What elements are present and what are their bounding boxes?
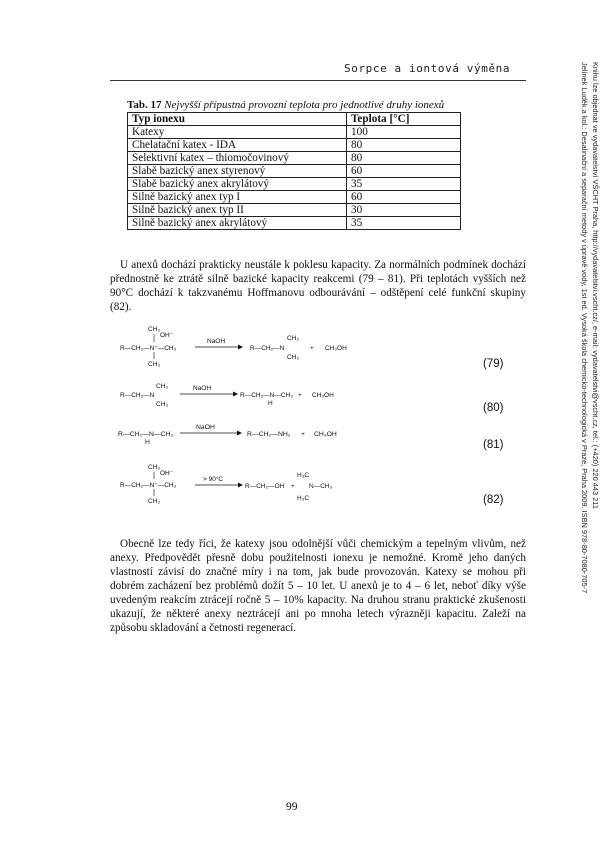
svg-text:CH₃: CH₃ [287, 354, 300, 361]
eq80-reagent: NaOH [193, 385, 212, 392]
eq79-reagent: NaOH [207, 338, 226, 345]
svg-text:R—CH₂—N⁺—CH₃: R—CH₂—N⁺—CH₃ [120, 482, 177, 489]
svg-text:R—CH₂—N: R—CH₂—N [250, 345, 285, 352]
svg-text:CH₃: CH₃ [148, 361, 161, 368]
svg-text:CH₃: CH₃ [287, 335, 300, 342]
col-header-temp: Teplota [°C] [347, 113, 461, 126]
running-header: Sorpce a iontová výměna [344, 62, 511, 75]
eq81-number: (81) [483, 439, 504, 451]
paragraph-2-text: Obecně lze tedy říci, že katexy jsou odolnější vůči chemickým a tepelným vlivům, než anexy. Předpovědět přesně dobu použitelnosti ionexu je nemožné. Kromě jeho daných vlastností závisí do značné míry i na tom, jak bude provozován. Katexy se mohou při dobrém zacházení bez problémů dožít 5 – 10 let. U anexů je to 4 – 6 let, neboť díky výše uvedeným reakcím ztrácejí ročně 5 – 10% kapacity. Na druhou stranu praktické zkušenosti ukazují, že některé anexy neztrácejí ani po mnoha letech výrazněji kapacitu. Zaleží na způsobu skladování a četnosti regenerací. [110, 538, 526, 634]
eq81-product1: R—CH₂—NH₂ [247, 431, 291, 438]
side-citation-line-1: Jelínek Luděk a kol.: Desalinační a separační metody v úpravě vody, 1st ed. Vysoká škola chemicko-technologická v Praze, Praha 2009. ISBN 978-80-7080-705-7 [580, 62, 589, 594]
side-citation [561, 62, 600, 662]
temperature-table [127, 112, 461, 230]
table-caption [127, 99, 444, 111]
svg-text:CH₃: CH₃ [148, 464, 161, 471]
eq82-product1: R—CH₂—OH [245, 483, 285, 490]
eq81-plus: + [301, 431, 305, 438]
svg-text:OH⁻: OH⁻ [160, 470, 174, 477]
paragraph-anex-degradation [110, 258, 526, 314]
table-row [128, 165, 461, 178]
eq82-number: (82) [483, 494, 504, 506]
svg-text:H₃C: H₃C [297, 495, 310, 502]
cell-temp: 80 [347, 152, 461, 165]
cell-type: Selektivní katex – thiomočovinový [128, 152, 347, 165]
eq79-number: (79) [483, 358, 504, 370]
table-row [128, 139, 461, 152]
cell-temp: 35 [347, 178, 461, 191]
table-row [128, 217, 461, 230]
page-number: 99 [286, 801, 298, 813]
cell-temp: 80 [347, 139, 461, 152]
svg-text:N—CH₃: N—CH₃ [309, 483, 333, 490]
cell-type: Slabě bazický anex styrenový [128, 165, 347, 178]
cell-type: Silně bazický anex akrylátový [128, 217, 347, 230]
svg-text:H: H [145, 439, 150, 446]
table-caption-text: Nejvyšší přípustná provozní teplota pro jednotlivé druhy ionexů [164, 99, 445, 111]
svg-text:CH₃: CH₃ [156, 383, 169, 390]
eq82-reagent: > 90°C [203, 476, 224, 483]
svg-text:CH₃: CH₃ [148, 498, 161, 505]
paragraph-1-text: U anexů dochází prakticky neustále k poklesu kapacity. Za normálních podmínek dochází přednostně ke ztrátě silně bazické kapacity reakcemi (79 – 81). Při teplotách vyšších než 90°C dochází k takzvanému Hoffmanovu odbourávání – odštěpení celé funkční skupiny (82). [110, 259, 526, 313]
equation-82 [120, 464, 333, 505]
eq80-plus: + [298, 392, 302, 399]
table-row [128, 152, 461, 165]
cell-type: Silně bazický anex typ II [128, 204, 347, 217]
cell-temp: 60 [347, 191, 461, 204]
eq80-product2: CH₃OH [312, 392, 334, 399]
cell-type: Silně bazický anex typ I [128, 191, 347, 204]
svg-text:CH₃: CH₃ [148, 326, 161, 333]
cell-temp: 30 [347, 204, 461, 217]
paragraph-conclusion [110, 537, 526, 635]
eq81-product2: CH₃OH [314, 431, 337, 438]
svg-text:R—CH₂—N—CH₃: R—CH₂—N—CH₃ [240, 392, 293, 399]
eq81-reagent: NaOH [196, 424, 215, 431]
svg-text:R—CH₂—N⁺—CH₃: R—CH₂—N⁺—CH₃ [120, 345, 177, 352]
header-rule [110, 80, 526, 81]
table-row [128, 191, 461, 204]
table-header-row [128, 113, 461, 126]
svg-text:R—CH₂—N—CH₃: R—CH₂—N—CH₃ [118, 431, 174, 438]
equation-79 [120, 326, 347, 368]
svg-text:CH₃: CH₃ [156, 401, 169, 408]
svg-text:H: H [268, 400, 273, 407]
table-row [128, 126, 461, 139]
svg-text:OH⁻: OH⁻ [160, 332, 174, 339]
eq79-plus: + [310, 345, 314, 352]
cell-temp: 100 [347, 126, 461, 139]
cell-temp: 35 [347, 217, 461, 230]
equation-81 [118, 424, 337, 446]
cell-type: Katexy [128, 126, 347, 139]
cell-type: Slabě bazický anex akrylátový [128, 178, 347, 191]
reaction-equations [110, 320, 530, 520]
equation-80 [120, 383, 334, 408]
table-row [128, 204, 461, 217]
svg-text:R—CH₂—N: R—CH₂—N [120, 392, 155, 399]
svg-text:H₃C: H₃C [297, 472, 310, 479]
side-citation-line-2: Knihu lze objednat ve vydavatelství VŠCHT Praha, http://vydavatelstvi.vscht.cz/, e-mail: vydavatelstvi@vscht.cz, tel.: (+420) 220 443 211 [591, 62, 600, 509]
eq80-number: (80) [483, 402, 504, 414]
col-header-type: Typ ionexu [128, 113, 347, 126]
cell-type: Chelatační katex - IDA [128, 139, 347, 152]
table-caption-label: Tab. 17 [127, 99, 162, 111]
eq82-plus: + [291, 483, 295, 490]
cell-temp: 60 [347, 165, 461, 178]
eq79-product2: CH₃OH [325, 345, 347, 352]
table-row [128, 178, 461, 191]
